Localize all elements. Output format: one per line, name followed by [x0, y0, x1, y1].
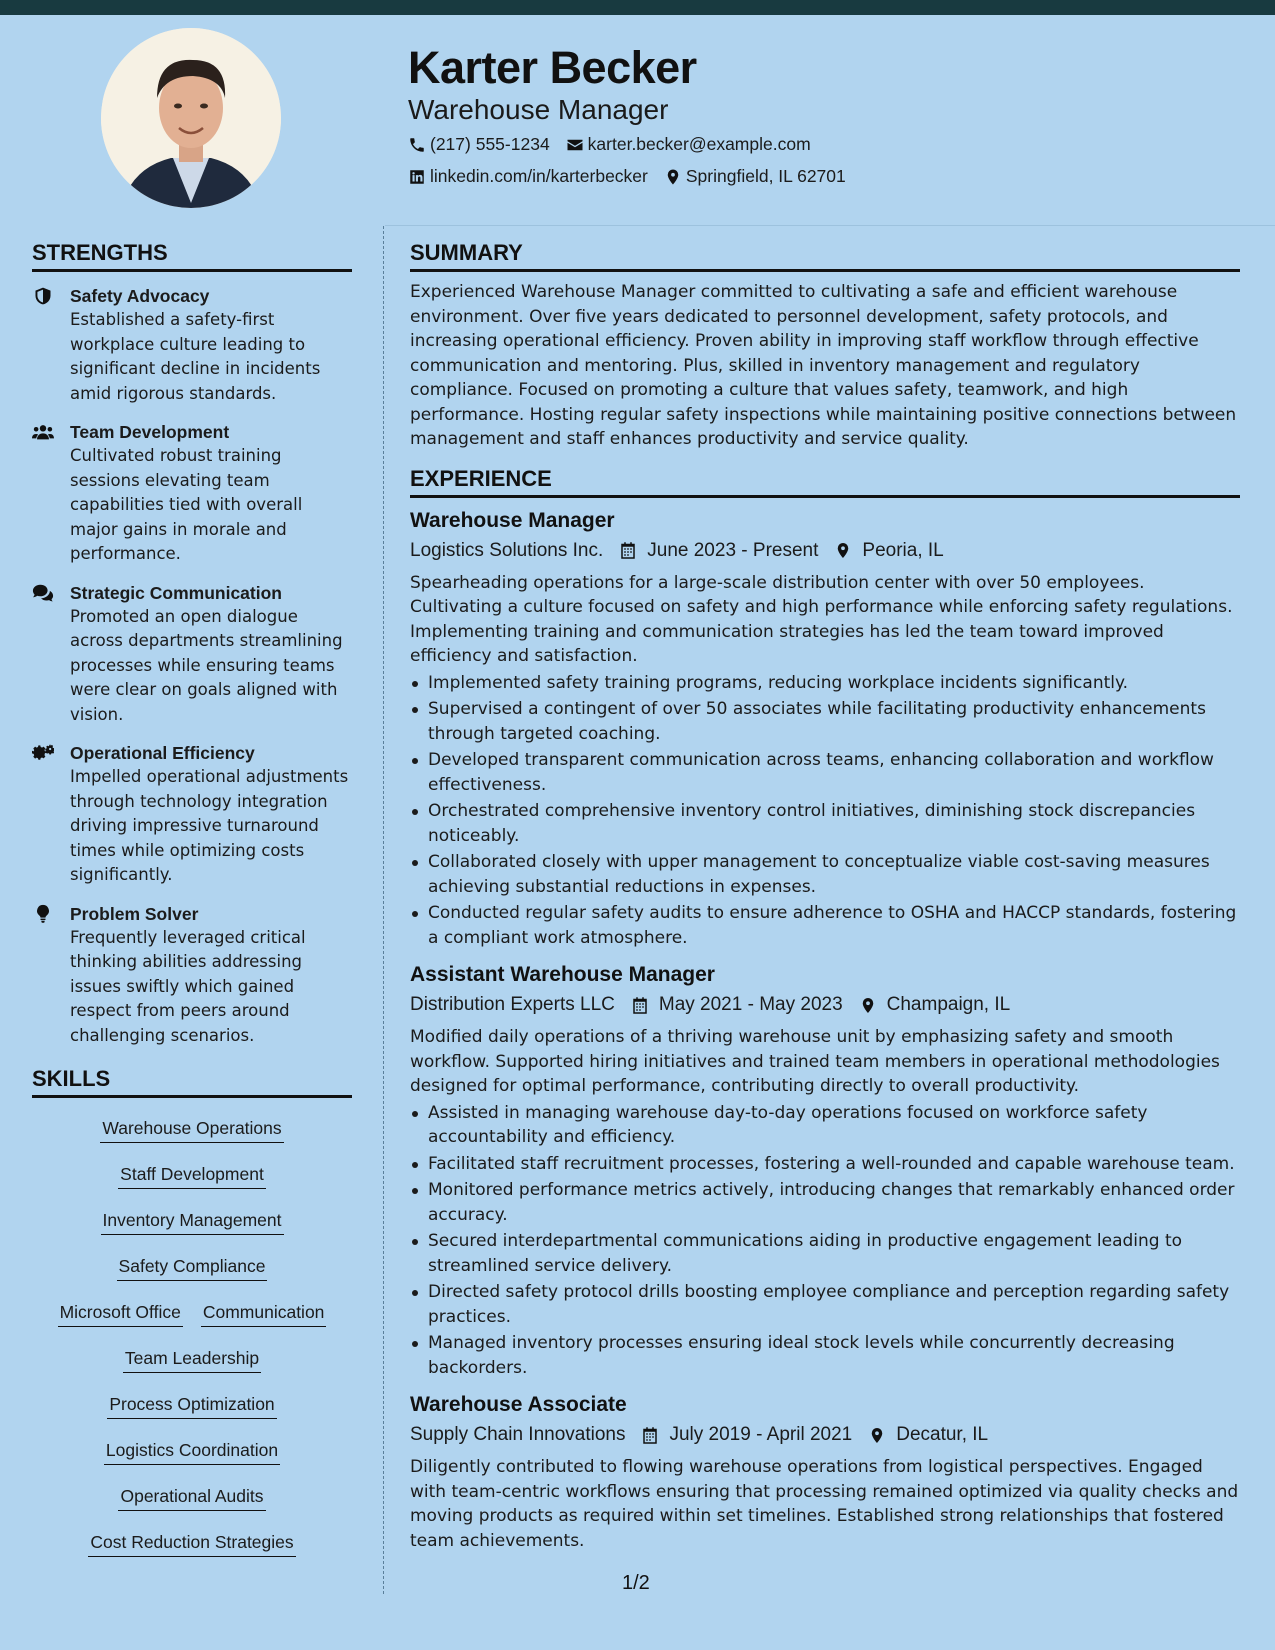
strength-title: Safety Advocacy [70, 286, 210, 306]
skill-tag: Cost Reduction Strategies [88, 1530, 295, 1557]
job-bullet: Assisted in managing warehouse day-to-day operations focused on workforce safety accountability and efficiency. [410, 1101, 1240, 1150]
contact-linkedin[interactable] [408, 166, 648, 187]
job-location: Peoria, IL [862, 539, 944, 561]
job-bullet: Collaborated closely with upper management to conceptualize viable cost-saving measures achieving substantial reductions in expenses. [410, 850, 1240, 899]
location-text: Springfield, IL 62701 [685, 166, 846, 186]
candidate-role: Warehouse Manager [408, 94, 669, 125]
strength-desc: Impelled operational adjustments through technology integration driving impressive turnaround times while optimizing costs significantly. [70, 767, 349, 884]
profile-photo [101, 28, 281, 208]
job-bullets [410, 1101, 1240, 1381]
comments-icon [32, 583, 54, 603]
linkedin-icon [408, 168, 426, 186]
job-bullet: Developed transparent communication across teams, enhancing collaboration and workflow effectiveness. [410, 748, 1240, 797]
skill-tag: Communication [201, 1300, 327, 1327]
job-location: Decatur, IL [896, 1424, 989, 1445]
candidate-name: Karter Becker [408, 42, 697, 93]
job-company: Distribution Experts LLC [410, 994, 615, 1015]
job-meta [410, 536, 1240, 566]
calendar-icon [619, 541, 637, 560]
skill-tag: Operational Audits [118, 1484, 265, 1511]
job-meta [410, 990, 1240, 1020]
strength-desc: Established a safety-first workplace culture leading to significant decline in incidents amid rigorous standards. [70, 310, 321, 403]
summary-text: Experienced Warehouse Manager committed to cultivating a safe and efficient warehouse environment. Over five years dedicated to personnel development, safety protocols, and increasing operational efficiency. Proven ability in improving staff workflow through effective communication and mentoring. Plus, skilled in inventory management and regulatory compliance. Focused on promoting a culture that values safety, teamwork, and high performance. Hosting regular safety inspections while maintaining positive connections between management and staff enhances productivity and service quality. [410, 282, 1237, 449]
strength-item [32, 284, 352, 406]
strength-desc: Frequently leveraged critical thinking abilities addressing issues swiftly which gained respect from peers around challenging scenarios. [70, 927, 306, 1045]
strength-item [32, 420, 352, 567]
strength-item [32, 581, 352, 728]
phone-icon [408, 136, 426, 154]
column-divider [383, 226, 384, 1594]
strength-desc: Cultivated robust training sessions elevating team capabilities tied with overall major gains in morale and performance. [70, 446, 303, 563]
skills-title: SKILLS [32, 1066, 352, 1098]
calendar-icon [641, 1426, 659, 1445]
strengths-title: STRENGTHS [32, 240, 352, 272]
job-bullet: Directed safety protocol drills boosting employee compliance and perception regarding safety practices. [410, 1280, 1240, 1329]
job-bullet: Facilitated staff recruitment processes, fostering a well-rounded and capable warehouse team. [410, 1152, 1240, 1177]
job-location: Champaign, IL [886, 994, 1011, 1015]
job-bullet: Secured interdepartmental communications aiding in productive engagement leading to streamlined service delivery. [410, 1229, 1240, 1278]
job-description: Spearheading operations for a large-scale distribution center with over 50 employees. Cultivating a culture focused on safety and high performance while enforcing safety regulations. Implementing training and communication strategies has led the team toward improved efficiency and satisfaction. [410, 572, 1233, 666]
skill-tag: Warehouse Operations [100, 1116, 283, 1143]
header-rule [385, 225, 1275, 226]
right-column [410, 240, 1240, 1553]
skills-list [32, 1110, 352, 1570]
shield-icon [32, 286, 54, 306]
strengths-list [32, 284, 352, 1048]
strength-item [32, 902, 352, 1049]
strength-title: Team Development [70, 422, 230, 442]
gears-icon [32, 743, 54, 763]
strength-item [32, 741, 352, 888]
map-pin-icon [664, 168, 682, 186]
job-entry [410, 960, 1240, 1380]
job-bullets [410, 671, 1240, 951]
job-bullet: Implemented safety training programs, reducing workplace incidents significantly. [410, 671, 1240, 696]
strength-title: Operational Efficiency [70, 743, 255, 763]
email-text: karter.becker@example.com [587, 134, 811, 154]
strength-title: Strategic Communication [70, 582, 282, 603]
job-description: Diligently contributed to flowing warehouse operations from logistical perspectives. Engaged with team-centric workflows ensuring that processing remained optimized via quality checks and moving products as required within set timelines. Established strong relationships that fostered team achievements. [410, 1457, 1239, 1551]
job-dates: June 2023 - Present [647, 539, 819, 561]
experience-title: EXPERIENCE [410, 466, 1240, 498]
contact-location [664, 166, 846, 187]
phone-text: (217) 555-1234 [430, 134, 550, 154]
skill-tag: Staff Development [118, 1162, 266, 1189]
job-bullet: Managed inventory processes ensuring ideal stock levels while concurrently decreasing backorders. [410, 1331, 1240, 1380]
job-entry [410, 1390, 1240, 1553]
skill-tag: Logistics Coordination [104, 1438, 280, 1465]
lightbulb-icon [32, 904, 54, 924]
envelope-icon [566, 136, 584, 154]
job-dates: July 2019 - April 2021 [669, 1424, 853, 1445]
job-entry [410, 506, 1240, 951]
contact-phone[interactable] [408, 134, 550, 155]
job-title: Warehouse Manager [410, 508, 615, 532]
calendar-icon [631, 996, 649, 1015]
job-company: Logistics Solutions Inc. [410, 539, 604, 561]
strength-title: Problem Solver [70, 903, 199, 924]
map-pin-icon [859, 996, 877, 1015]
contact-row-1 [408, 134, 811, 155]
map-pin-icon [868, 1426, 886, 1445]
top-bar [0, 0, 1275, 15]
summary-title: SUMMARY [410, 240, 1240, 272]
skill-tag: Safety Compliance [117, 1254, 268, 1281]
skill-tag: Team Leadership [123, 1346, 261, 1373]
linkedin-text: linkedin.com/in/karterbecker [430, 166, 648, 186]
job-bullet: Orchestrated comprehensive inventory control initiatives, diminishing stock discrepancies noticeably. [410, 799, 1240, 848]
contact-email[interactable] [566, 134, 811, 155]
job-meta [410, 1420, 1240, 1450]
skill-tag: Microsoft Office [58, 1300, 183, 1327]
job-bullet: Monitored performance metrics actively, introducing changes that remarkably enhanced order accuracy. [410, 1178, 1240, 1227]
job-description: Modified daily operations of a thriving warehouse unit by emphasizing safety and smooth workflow. Supported hiring initiatives and trained team members in operational methodologies designed for optimal performance, contributing directly to overall productivity. [410, 1027, 1220, 1096]
skill-tag: Inventory Management [101, 1208, 284, 1235]
contact-row-2 [408, 166, 846, 187]
users-icon [32, 422, 54, 442]
job-company: Supply Chain Innovations [410, 1424, 626, 1445]
skill-tag: Process Optimization [107, 1392, 276, 1419]
strength-desc: Promoted an open dialogue across departments streamlining processes while ensuring teams were clear on goals aligned with vision. [70, 606, 343, 724]
left-column [32, 240, 352, 1570]
map-pin-icon [834, 541, 852, 560]
page-indicator: 1/2 [622, 1572, 650, 1594]
job-title: Assistant Warehouse Manager [410, 963, 715, 986]
job-title: Warehouse Associate [410, 1393, 627, 1416]
job-bullet: Supervised a contingent of over 50 associates while facilitating productivity enhancements through targeted coaching. [410, 697, 1240, 746]
job-bullet: Conducted regular safety audits to ensure adherence to OSHA and HACCP standards, fostering a compliant work atmosphere. [410, 901, 1240, 950]
job-dates: May 2021 - May 2023 [658, 994, 843, 1015]
